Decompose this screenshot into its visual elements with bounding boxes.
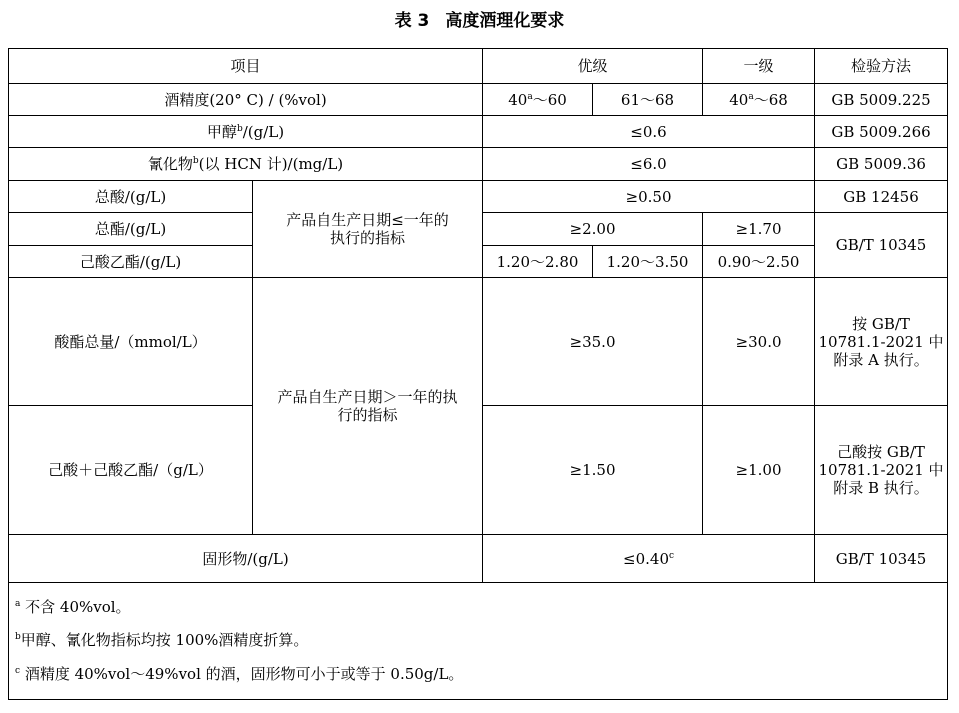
acid-ester-first: ≥30.0 [703, 278, 815, 406]
caproic-label: 己酸＋己酸乙酯/（g/L） [9, 406, 253, 535]
methanol-label: 甲醇$^b$/(g/L) [9, 116, 483, 148]
table-title [0, 6, 959, 31]
row-cyanide [9, 148, 948, 181]
header-superior: 优级 [483, 49, 703, 84]
ethyl-caproate-superior-2: 1.20～3.50 [593, 246, 703, 278]
ethyl-caproate-first: 0.90～2.50 [703, 246, 815, 278]
total-ester-superior: ≥2.00 [483, 213, 703, 246]
row-methanol [9, 116, 948, 148]
footnotes [9, 583, 948, 700]
row-total-acid [9, 181, 948, 213]
solids-label: 固形物/(g/L) [9, 535, 483, 583]
cyanide-method: GB 5009.36 [815, 148, 948, 181]
row-alcohol [9, 84, 948, 116]
footnote-c: $^c$ 酒精度 40%vol～49%vol 的酒，固形物可小于或等于 0.50g/L。 [15, 664, 464, 683]
header-row [9, 49, 948, 84]
cyanide-value: ≤6.0 [483, 148, 815, 181]
table-number: 表 3 [394, 11, 430, 31]
acid-ester-label: 酸酯总量/（mmol/L） [9, 278, 253, 406]
group2-note: 产品自生产日期＞一年的执 行的指标 [253, 278, 483, 535]
total-ester-label: 总酯/(g/L) [9, 213, 253, 246]
footnote-b: $^b$甲醇、氰化物指标均按 100%酒精度折算。 [15, 631, 309, 650]
ethyl-caproate-superior-1: 1.20～2.80 [483, 246, 593, 278]
methanol-method: GB 5009.266 [815, 116, 948, 148]
solids-method: GB/T 10345 [815, 535, 948, 583]
row-acid-ester-total [9, 278, 948, 406]
caproic-first: ≥1.00 [703, 406, 815, 535]
alcohol-label: 酒精度(20° C) / (%vol) [9, 84, 483, 116]
header-method: 检验方法 [815, 49, 948, 84]
header-first: 一级 [703, 49, 815, 84]
total-ester-first: ≥1.70 [703, 213, 815, 246]
alcohol-method: GB 5009.225 [815, 84, 948, 116]
acid-ester-superior: ≥35.0 [483, 278, 703, 406]
total-acid-method: GB 12456 [815, 181, 948, 213]
row-solids [9, 535, 948, 583]
alcohol-superior-low: 40$^a$～60 [483, 84, 593, 116]
footnote-a: $^a$ 不含 40%vol。 [15, 597, 131, 616]
group1-note: 产品自生产日期≤一年的 执行的指标 [253, 181, 483, 278]
alcohol-superior-high: 61～68 [593, 84, 703, 116]
requirements-table [8, 48, 948, 700]
row-footnotes [9, 583, 948, 700]
caproic-superior: ≥1.50 [483, 406, 703, 535]
table-caption: 高度酒理化要求 [445, 11, 565, 31]
cyanide-label: 氰化物$^b$(以 HCN 计)/(mg/L) [9, 148, 483, 181]
methanol-value: ≤0.6 [483, 116, 815, 148]
total-acid-label: 总酸/(g/L) [9, 181, 253, 213]
ethyl-caproate-label: 己酸乙酯/(g/L) [9, 246, 253, 278]
total-acid-value: ≥0.50 [483, 181, 815, 213]
alcohol-first: 40$^a$～68 [703, 84, 815, 116]
header-item: 项目 [9, 49, 483, 84]
solids-value: ≤0.40$^c$ [483, 535, 815, 583]
acid-ester-method: 按 GB/T 10781.1-2021 中 附录 A 执行。 [815, 278, 948, 406]
ester-method: GB/T 10345 [815, 213, 948, 278]
caproic-method: 己酸按 GB/T 10781.1-2021 中 附录 B 执行。 [815, 406, 948, 535]
